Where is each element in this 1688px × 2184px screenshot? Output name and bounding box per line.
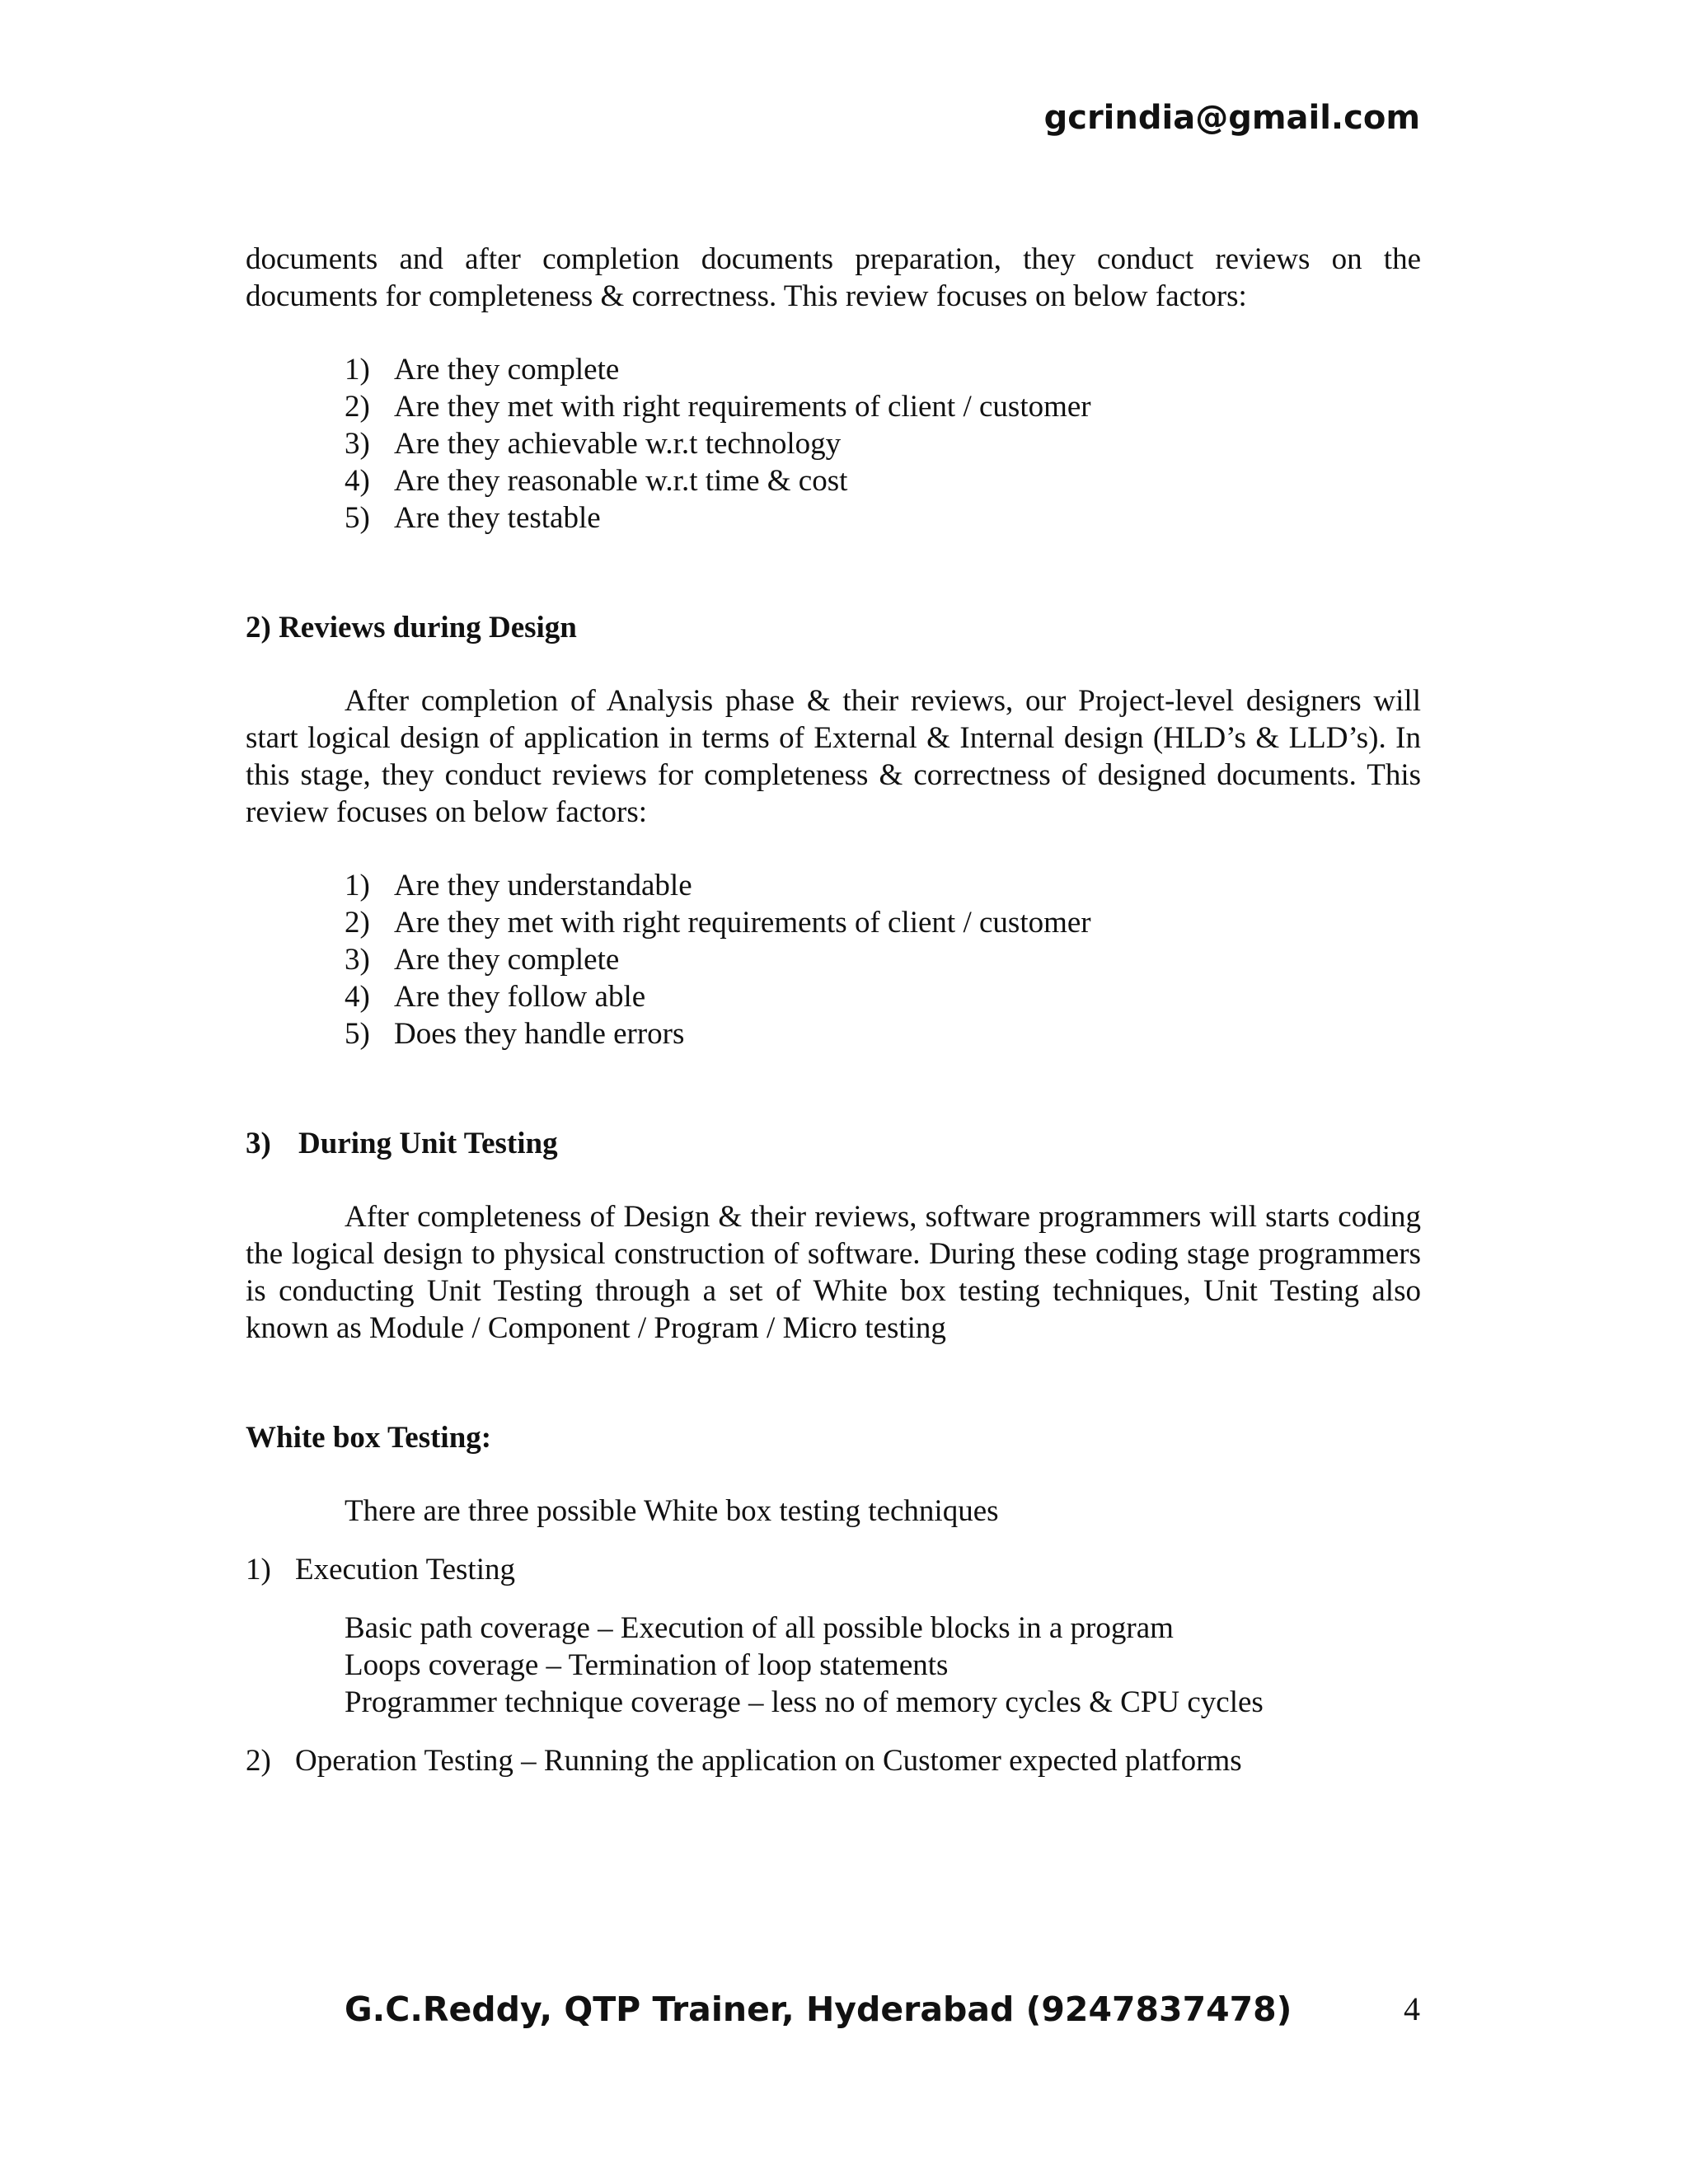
header-email: gcrindia@gmail.com (1043, 99, 1420, 137)
list-item: 2) Are they met with right requirements of client / customer (345, 390, 1091, 424)
design-paragraph: After completion of Analysis phase & their reviews, our Project-level designers will start logical design of application in terms of External & Internal design (HLD’s & LLD’s). In this stage, they conduct reviews for completeness & correctness of designed documents. This review focuses on below factors: (246, 684, 1421, 829)
white-box-technique-list (246, 1551, 1421, 1588)
execution-testing-details (246, 1610, 1421, 1721)
list-item: 2) Operation Testing – Running the application on Customer expected platforms (246, 1744, 1242, 1778)
list-item: 1) Are they understandable (345, 869, 692, 902)
list-item: 5) Are they testable (345, 501, 601, 535)
list-item: 2) Are they met with right requirements of client / customer (345, 906, 1091, 940)
intro-factor-list (246, 351, 1421, 537)
detail-line: Loops coverage – Termination of loop statements (345, 1648, 949, 1682)
unit-testing-paragraph: After completeness of Design & their reviews, software programmers will starts coding the logical design to physical construction of software. During these coding stage programmers is conducting Unit Testing through a set of White box testing techniques, Unit Testing also known as Module / Component / Program / Micro testing (246, 1200, 1421, 1345)
list-item: 3) Are they achievable w.r.t technology (345, 427, 842, 461)
white-box-technique-list-2 (246, 1742, 1421, 1779)
list-item: 4) Are they follow able (345, 980, 646, 1014)
section-heading-unit-testing: 3) During Unit Testing (246, 1127, 558, 1160)
list-item: 5) Does they handle errors (345, 1017, 685, 1051)
list-item: 3) Are they complete (345, 943, 620, 977)
detail-line: Basic path coverage – Execution of all possible blocks in a program (345, 1611, 1174, 1645)
detail-line: Programmer technique coverage – less no of memory cycles & CPU cycles (345, 1685, 1264, 1719)
design-factor-list (246, 867, 1421, 1052)
page-content (246, 241, 1421, 1779)
page-number: 4 (1404, 1990, 1420, 2027)
list-item: 1) Are they complete (345, 353, 620, 387)
white-box-intro: There are three possible White box testing techniques (345, 1494, 999, 1528)
footer-text: G.C.Reddy, QTP Trainer, Hyderabad (9247837478) (345, 1990, 1292, 2029)
list-item: 1) Execution Testing (246, 1553, 515, 1586)
list-item: 4) Are they reasonable w.r.t time & cost (345, 464, 848, 498)
section-heading-design: 2) Reviews during Design (246, 611, 577, 644)
section-heading-white-box: White box Testing: (246, 1421, 492, 1455)
intro-paragraph: documents and after completion documents preparation, they conduct reviews on the documents for completeness & correctness. This review focuses on below factors: (246, 242, 1421, 313)
